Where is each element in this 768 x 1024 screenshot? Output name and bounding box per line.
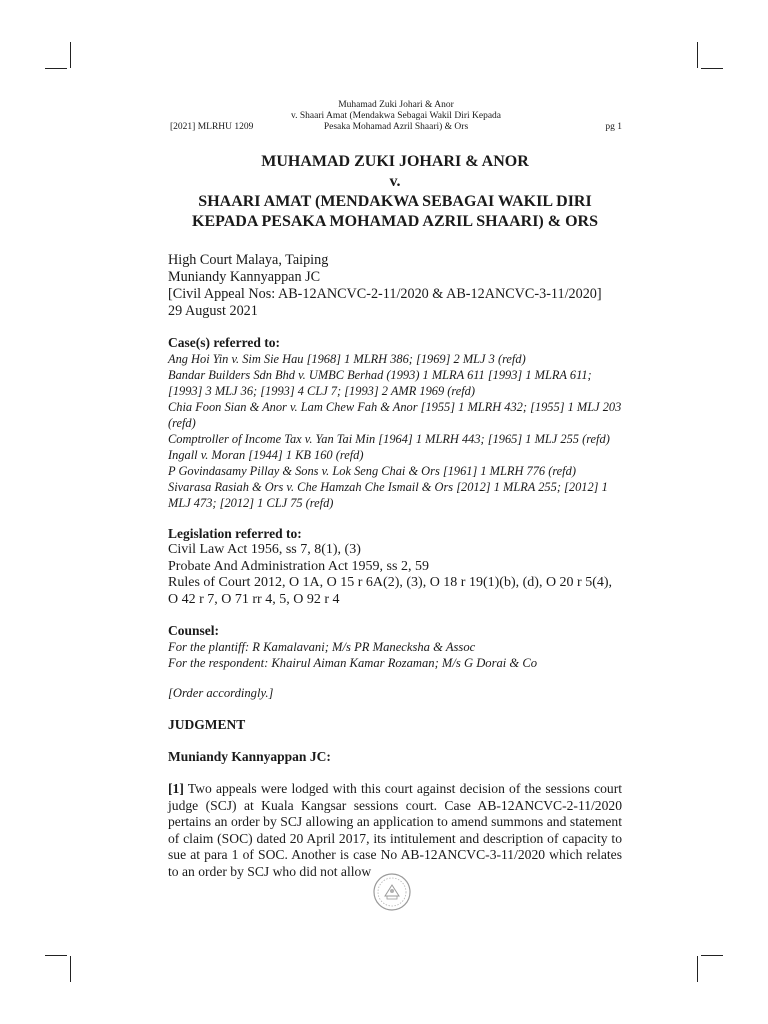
legislation-item: Probate And Administration Act 1959, ss 2, 59 [168, 558, 429, 574]
counsel-plaintiff: For the plantiff: R Kamalavani; M/s PR Manecksha & Assoc [168, 640, 476, 654]
case-title [168, 152, 622, 232]
crop-mark [70, 42, 71, 68]
appeal-numbers: [Civil Appeal Nos: AB-12ANCVC-2-11/2020 & AB-12ANCVC-3-11/2020] [168, 286, 602, 302]
crop-mark [45, 68, 67, 69]
case-title-line: KEPADA PESAKA MOHAMAD AZRIL SHAARI) & ORS [192, 213, 598, 230]
judgment-heading: JUDGMENT [168, 717, 246, 732]
header-parties-line: Muhamad Zuki Johari & Anor [338, 100, 454, 110]
judge-name: Muniandy Kannyappan JC [168, 269, 321, 285]
crop-mark [697, 956, 698, 982]
document-body [168, 152, 622, 880]
crop-mark [701, 68, 723, 69]
crop-mark [45, 955, 67, 956]
crop-mark [70, 956, 71, 982]
header-parties [261, 100, 531, 133]
counsel-respondent: For the respondent: Khairul Aiman Kamar Rozaman; M/s G Dorai & Co [168, 656, 538, 670]
case-item: Comptroller of Income Tax v. Yan Tai Min [1964] 1 MLRH 443; [1965] 1 MLJ 255 (refd) [168, 432, 610, 446]
header-parties-line: v. Shaari Amat (Mendakwa Sebagai Wakil Diri Kepada [290, 111, 502, 121]
header-parties-line: Pesaka Mohamad Azril Shaari) & Ors [323, 122, 469, 132]
cases-list [168, 351, 622, 511]
legislation-item: Rules of Court 2012, O 1A, O 15 r 6A(2), (3), O 18 r 19(1)(b), (d), O 20 r 5(4), O 42 r 7, O 71 rr 4, 5, O 92 r 4 [168, 575, 613, 607]
case-title-line: v. [389, 173, 401, 190]
judgment-paragraph [168, 781, 622, 880]
legislation-item: Civil Law Act 1956, ss 7, 8(1), (3) [168, 542, 361, 557]
counsel-list [168, 639, 622, 671]
court-name: High Court Malaya, Taiping [168, 252, 329, 268]
legislation-heading: Legislation referred to: [168, 526, 302, 541]
case-title-line: SHAARI AMAT (MENDAKWA SEBAGAI WAKIL DIRI [198, 193, 592, 210]
cases-heading: Case(s) referred to: [168, 335, 280, 350]
order-note: [Order accordingly.] [168, 686, 274, 700]
crop-mark [701, 955, 723, 956]
running-header [170, 100, 622, 133]
legislation-list [168, 542, 622, 608]
crop-mark [697, 42, 698, 68]
case-item: Chia Foon Sian & Anor v. Lam Chew Fah & Anor [1955] 1 MLRH 432; [1955] 1 MLJ 203 (refd) [168, 400, 622, 430]
case-meta [168, 252, 622, 320]
case-item: Bandar Builders Sdn Bhd v. UMBC Berhad (1993) 1 MLRA 611 [1993] 1 MLRA 611; [1993] 3 MLJ 36; [1993] 4 CLJ 7; [1993] 2 AMR 1969 (refd) [168, 368, 592, 398]
court-seal-icon [372, 872, 412, 912]
header-page-number: pg 1 [605, 122, 622, 132]
paragraph-text: Two appeals were lodged with this court against decision of the sessions court judge (SCJ) at Kuala Kangsar sessions court. Case AB-12ANCVC-2-11/2020 pertains an order by SCJ allowing an application to amend summons and statement of claim (SOC) dated 20 April 2017, its intitulement and description of capacity to sue at para 1 of SOC. Another is case No AB-12ANCVC-3-11/2020 which relates to an order by SCJ who did not allow [168, 781, 623, 879]
case-title-line: MUHAMAD ZUKI JOHARI & ANOR [261, 153, 529, 170]
case-item: P Govindasamy Pillay & Sons v. Lok Seng Chai & Ors [1961] 1 MLRH 776 (refd) [168, 464, 576, 478]
paragraph-number: [1] [168, 781, 184, 796]
judgment-judge: Muniandy Kannyappan JC: [168, 749, 331, 764]
case-item: Ang Hoi Yin v. Sim Sie Hau [1968] 1 MLRH 386; [1969] 2 MLJ 3 (refd) [168, 352, 526, 366]
judgment-date: 29 August 2021 [168, 303, 258, 319]
case-item: Ingall v. Moran [1944] 1 KB 160 (refd) [168, 448, 364, 462]
counsel-heading: Counsel: [168, 623, 220, 638]
case-item: Sivarasa Rasiah & Ors v. Che Hamzah Che Ismail & Ors [2012] 1 MLRA 255; [2012] 1 MLJ 473; [2012] 1 CLJ 75 (refd) [168, 480, 608, 510]
header-citation: [2021] MLRHU 1209 [170, 122, 254, 132]
